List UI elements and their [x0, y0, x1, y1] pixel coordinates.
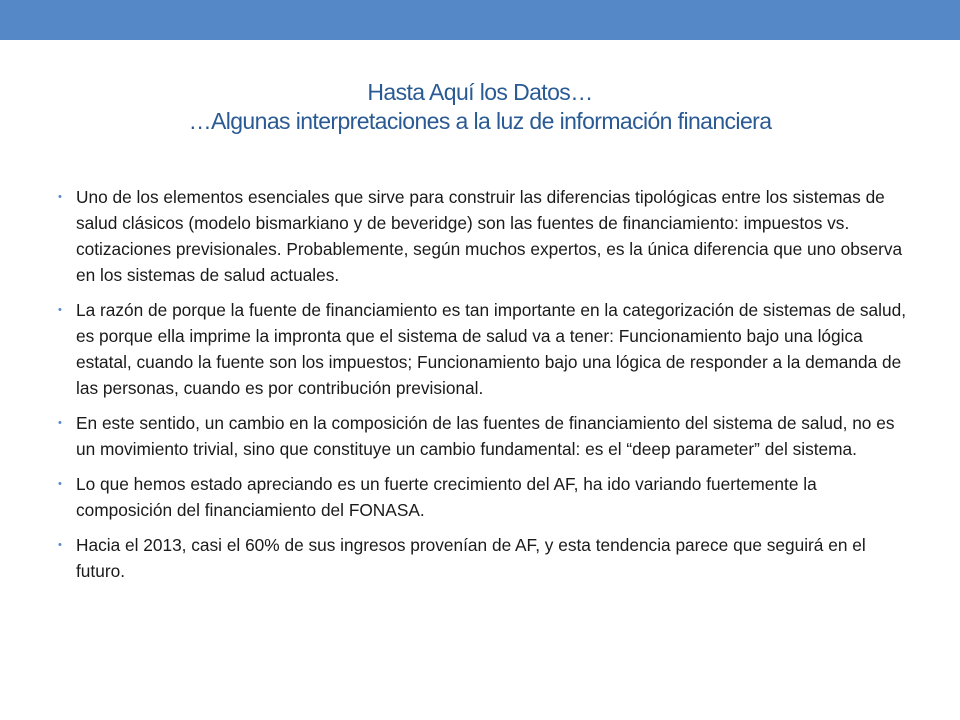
- bullet-dot-icon: •: [58, 478, 62, 490]
- bullet-item-5: [58, 532, 910, 584]
- slide-title-line-1: Hasta Aquí los Datos…: [367, 79, 593, 105]
- bullet-dot-icon: •: [58, 191, 62, 203]
- bullet-text-4: Lo que hemos estado apreciando es un fuerte crecimiento del AF, ha ido variando fuertemente la composición del financiamiento del FONASA.: [76, 474, 817, 520]
- bullet-text-3: En este sentido, un cambio en la composición de las fuentes de financiamiento del sistema de salud, no es un movimiento trivial, sino que constituye un cambio fundamental: es el “deep parameter” del sistema.: [76, 413, 895, 459]
- bullet-item-1: [58, 184, 910, 288]
- bullet-dot-icon: •: [58, 304, 62, 316]
- slide-title: [60, 78, 900, 136]
- bullet-item-4: [58, 471, 910, 523]
- bullet-text-2: La razón de porque la fuente de financiamiento es tan importante en la categorización de sistemas de salud, es porque ella imprime la impronta que el sistema de salud va a tener: Funcionamiento bajo una lógica estatal, cuando la fuente son los impuestos; Funcionamiento bajo una lógica de responder a la demanda de las personas, cuando es por contribución previsional.: [76, 300, 907, 398]
- bullet-item-2: [58, 297, 910, 401]
- slide-title-line-2: …Algunas interpretaciones a la luz de información financiera: [188, 108, 772, 134]
- bullet-text-1: Uno de los elementos esenciales que sirve para construir las diferencias tipológicas entre los sistemas de salud clásicos (modelo bismarkiano y de beveridge) son las fuentes de financiamiento: impuestos vs. cotizaciones previsionales. Probablemente, según muchos expertos, es la única diferencia que uno observa en los sistemas de salud actuales.: [76, 187, 903, 285]
- bullet-dot-icon: •: [58, 417, 62, 429]
- bullet-item-3: [58, 410, 910, 462]
- bullet-dot-icon: •: [58, 539, 62, 551]
- bullet-list: [58, 184, 910, 593]
- bullet-text-5: Hacia el 2013, casi el 60% de sus ingresos provenían de AF, y esta tendencia parece que seguirá en el futuro.: [76, 535, 866, 581]
- top-accent-bar: [0, 0, 960, 40]
